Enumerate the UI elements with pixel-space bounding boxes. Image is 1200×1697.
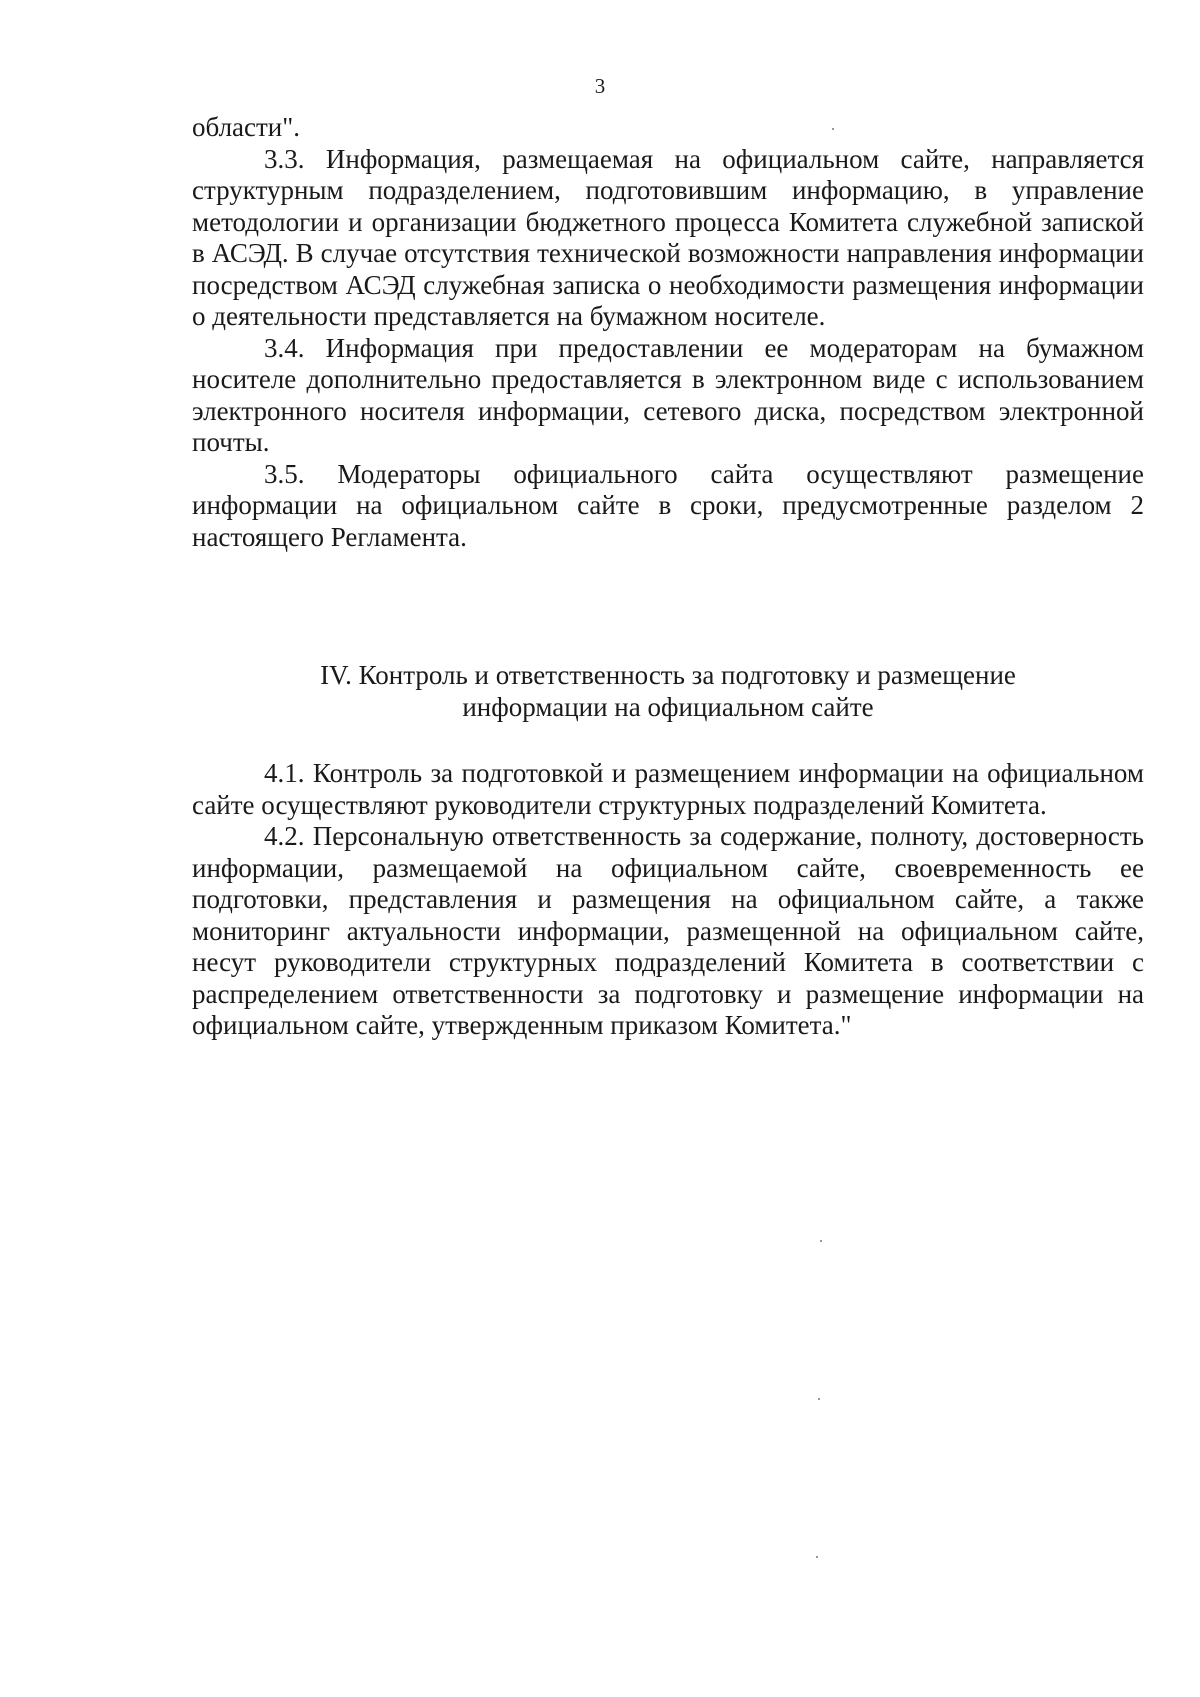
section-4-text <box>192 758 1144 1042</box>
paragraph-3-3: 3.3. Информация, размещаемая на официальном сайте, направляется структурным подразделением, подготовившим информацию, в управление методологии и организации бюджетного процесса Комитета служебной запиской в АСЭД. В случае отсутствия технической возможности направления информации посредством АСЭД служебная записка о необходимости размещения информации о деятельности представляется на бумажном носителе. <box>192 143 1144 331</box>
paragraph-4-1: 4.1. Контроль за подготовкой и размещением информации на официальном сайте осуществляют руководители структурных подразделений Комитета. <box>192 758 1144 820</box>
scan-speck <box>816 1556 818 1558</box>
paragraph-3-4: 3.4. Информация при предоставлении ее модераторам на бумажном носителе дополнительно предоставляется в электронном виде с использованием электронного носителя информации, сетевого диска, посредством электронной почты. <box>192 332 1144 457</box>
page-number: 3 <box>594 74 606 98</box>
section-3-text <box>192 112 1144 553</box>
paragraph-4-2: 4.2. Персональную ответственность за содержание, полноту, достоверность информации, размещаемой на официальном сайте, своевременность ее подготовки, представления и размещения на официальном сайте, а также мониторинг актуальности информации, размещенной на официальном сайте, несут руководители структурных подразделений Комитета в соответствии с распределением ответственности за подготовку и размещение информации на официальном сайте, утвержденным приказом Комитета." <box>192 821 1144 1040</box>
section-4-heading <box>192 660 1144 723</box>
scan-speck <box>820 1240 822 1242</box>
paragraph-3-5: 3.5. Модераторы официального сайта осуществляют размещение информации на официальном сайте в сроки, предусмотренные разделом 2 настоящего Регламента. <box>192 458 1144 552</box>
paragraph-continuation: области". <box>192 112 301 142</box>
section-4-heading-line-2: информации на официальном сайте <box>462 691 874 722</box>
scan-speck <box>818 1398 820 1400</box>
section-4-heading-line-1: IV. Контроль и ответственность за подготовку и размещение <box>320 660 1016 690</box>
scan-speck <box>832 128 834 130</box>
